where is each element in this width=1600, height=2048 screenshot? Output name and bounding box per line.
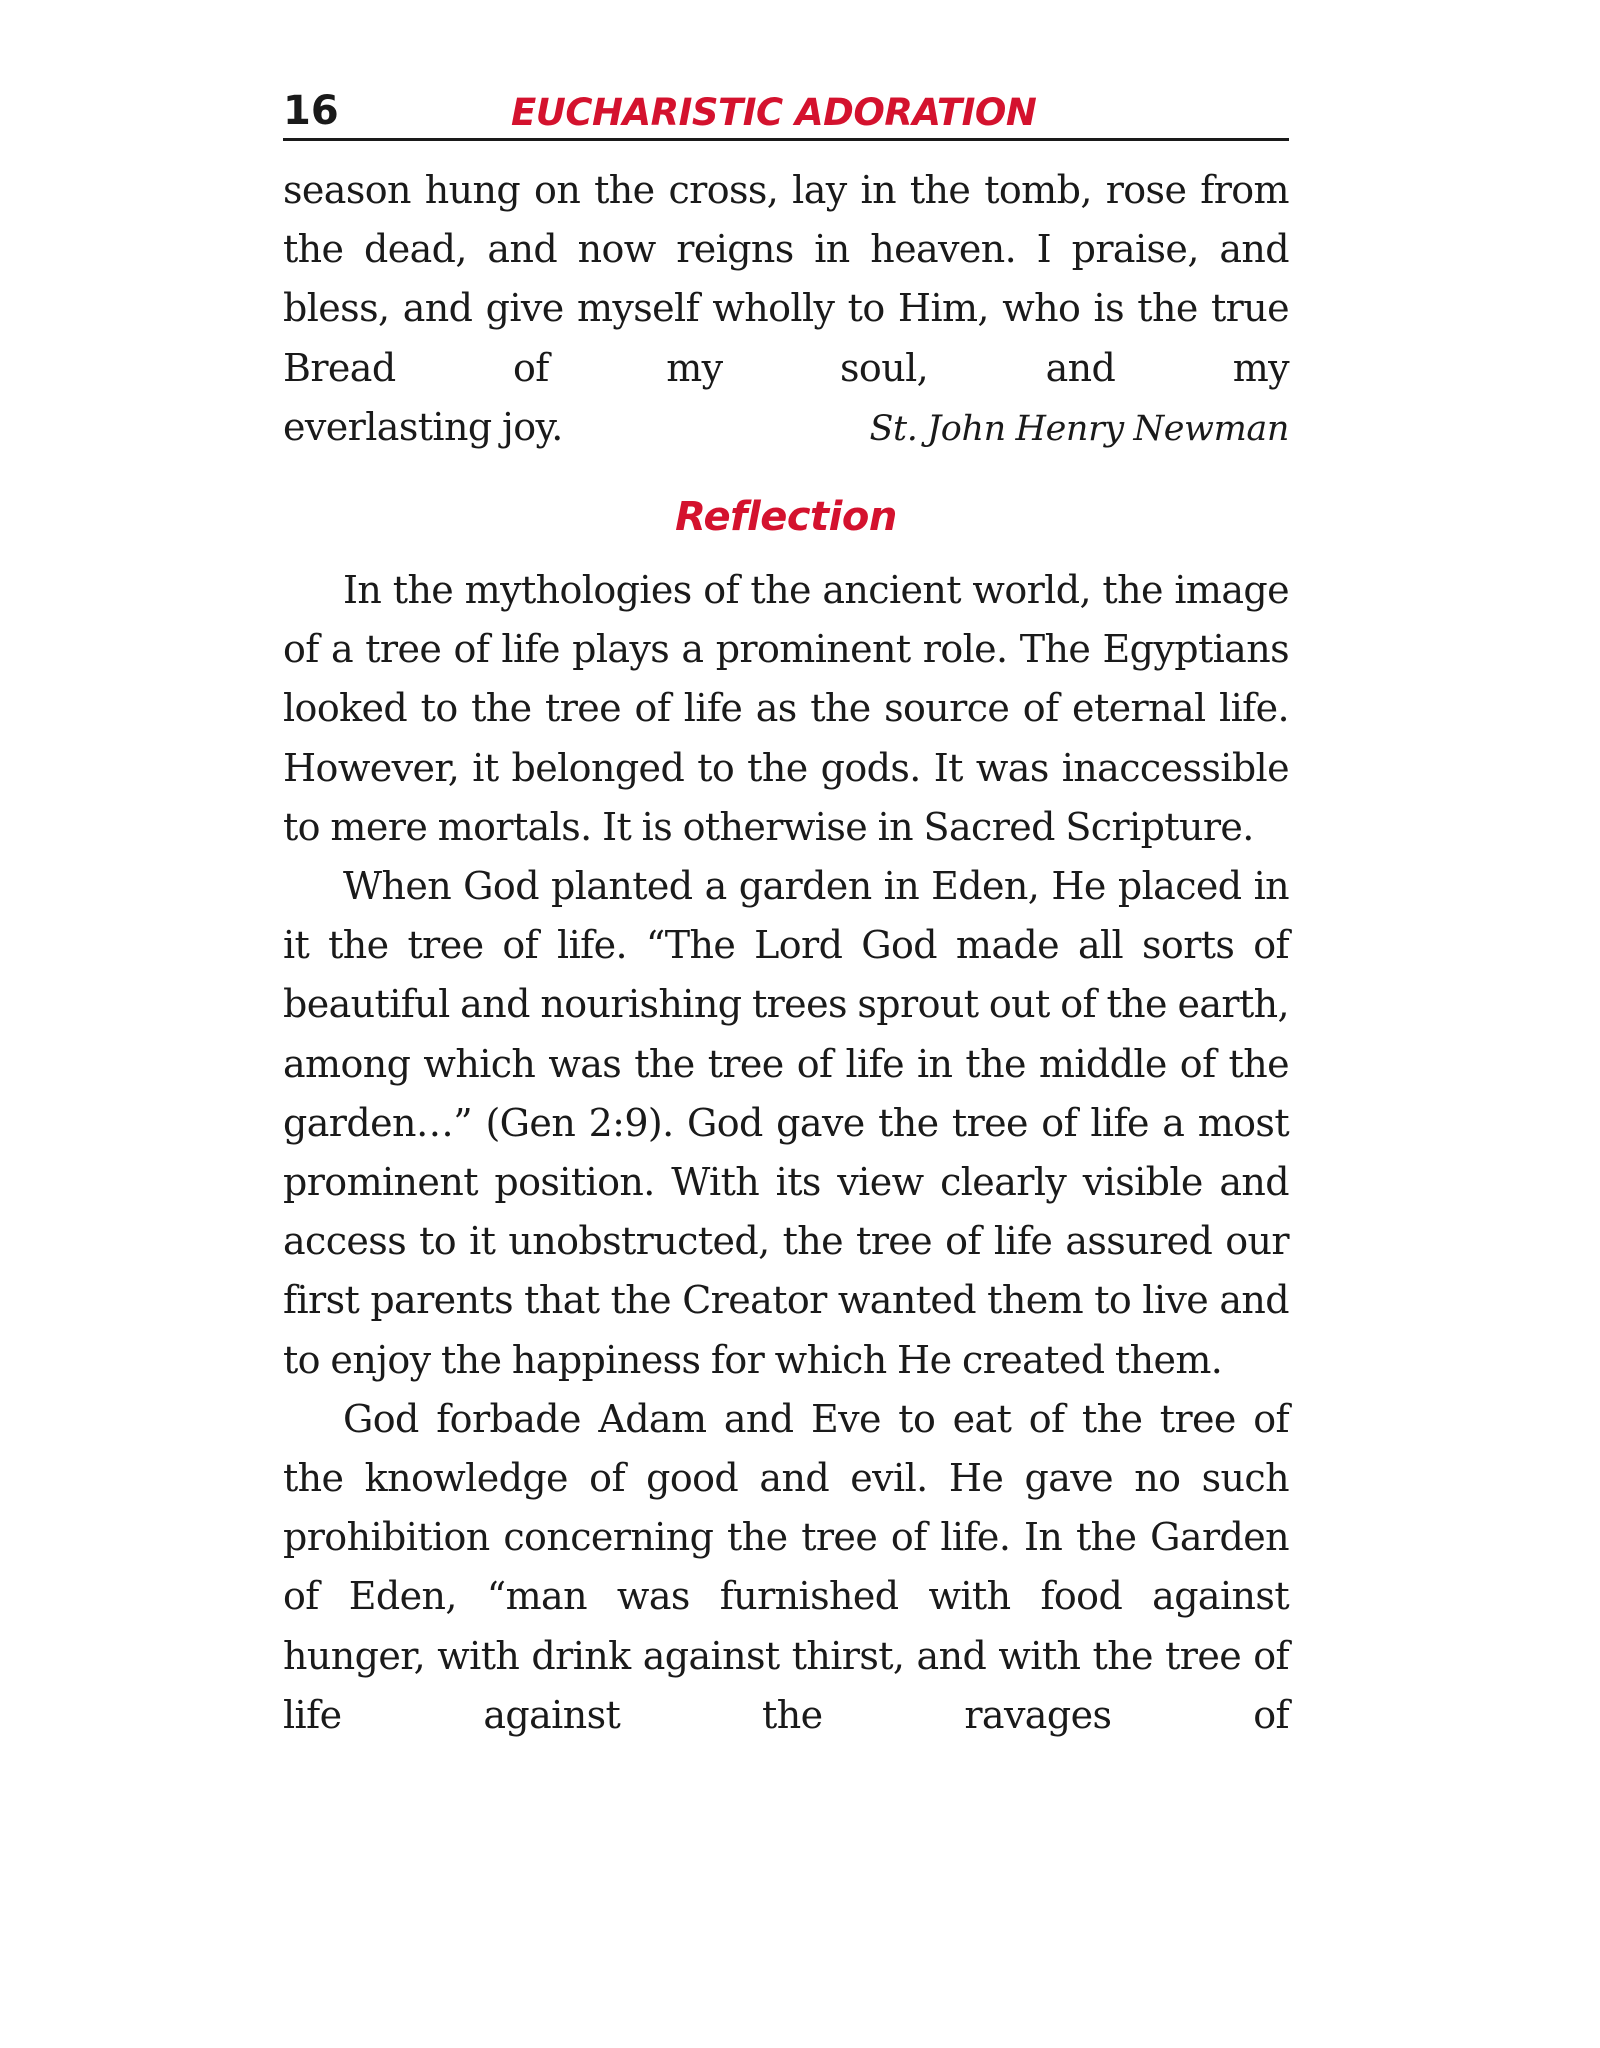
reflection-paragraph: God forbade Adam and Eve to eat of the tree of the knowledge of good and evil. He gave no such prohibition concerning the tree of life. In the Garden of Eden, “man was furnished with food against hunger, with drink against thirst, and with the tree of life against the ravages of	[283, 1396, 1289, 1737]
prayer-closing: everlasting joy.	[283, 404, 563, 449]
book-page	[283, 80, 1289, 1745]
section-heading: Reflection	[675, 494, 897, 541]
prayer-block	[283, 161, 1289, 459]
prayer-text: season hung on the cross, lay in the tomb, rose from the dead, and now reigns in heaven. I praise, and bless, and give myself wholly to Him, who is the true Bread of my soul, and my	[283, 168, 1289, 390]
reflection-paragraph: In the mythologies of the ancient world, the image of a tree of life plays a prominent role. The Egyptians looked to the tree of life as the source of eternal life. However, it belonged to the gods. It was inaccessible to mere mortals. It is otherwise in Sacred Scripture.	[283, 568, 1289, 849]
book-title: EUCHARISTIC ADORATION	[511, 91, 1037, 134]
page-number: 16	[283, 88, 339, 134]
reflection-body	[283, 561, 1289, 1745]
prayer-last-line	[283, 398, 1289, 459]
prayer-attribution: St. John Henry Newman	[869, 408, 1289, 449]
reflection-paragraph: When God planted a garden in Eden, He placed in it the tree of life. “The Lord God made all sorts of beautiful and nourishing trees sprout out of the earth, among which was the tree of life in the middle of the garden…” (Gen 2:9). God gave the tree of life a most prominent position. With its view clearly visible and access to it unobstructed, the tree of life assured our first parents that the Creator wanted them to live and to enjoy the happiness for which He created them.	[283, 864, 1289, 1382]
running-head	[283, 80, 1289, 141]
